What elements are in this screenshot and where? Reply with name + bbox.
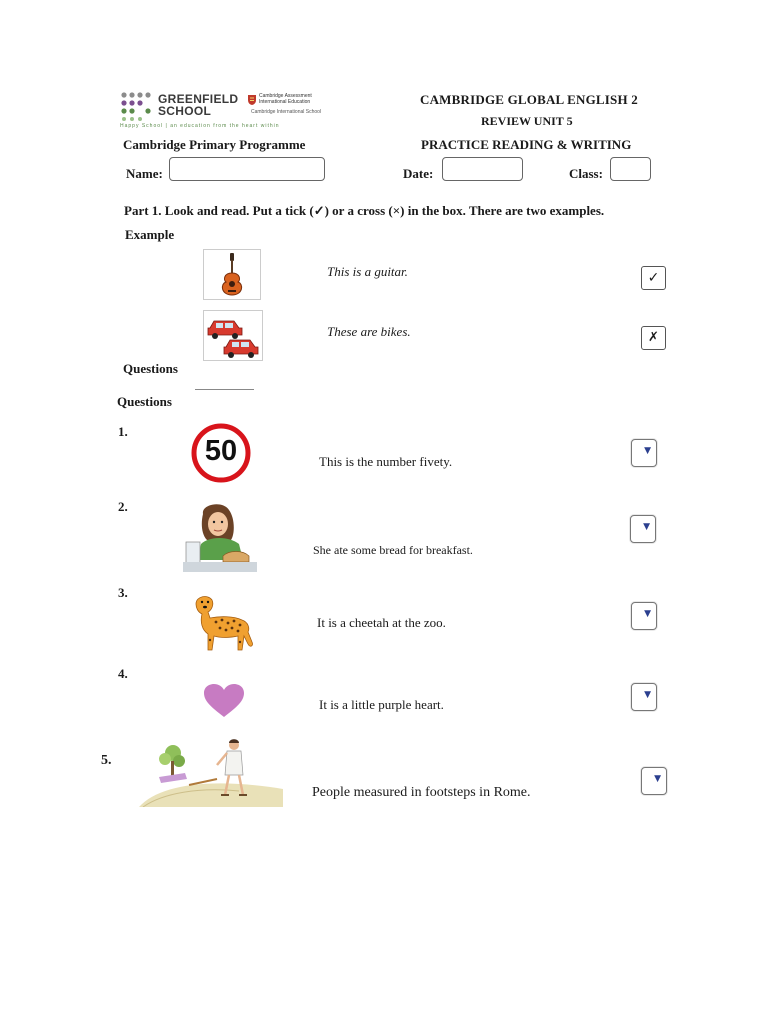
chevron-down-icon: ▼: [644, 446, 651, 456]
example-answer-box-1: [641, 266, 666, 290]
questions-heading-1: Questions: [123, 361, 178, 376]
school-logo: [118, 88, 333, 132]
question-number-1: 1.: [118, 424, 128, 439]
chevron-down-icon: ▼: [644, 609, 651, 619]
example-sentence-1: This is a guitar.: [327, 264, 408, 279]
answer-select-3[interactable]: [631, 602, 657, 630]
red-cars-icon: [204, 311, 262, 360]
roman-man-picture: [139, 737, 283, 807]
cambridge-shield-icon: [247, 94, 257, 106]
divider: [195, 389, 254, 390]
answer-select-4[interactable]: [631, 683, 657, 711]
cheetah-picture: [190, 592, 256, 654]
question-sentence-1: This is the number fivety.: [319, 454, 453, 469]
section-title: PRACTICE READING & WRITING: [421, 137, 632, 152]
cambridge-logo-line2: International Education: [259, 99, 311, 105]
school-name-line2: SCHOOL: [158, 104, 212, 118]
example-sentence-2: These are bikes.: [327, 324, 411, 339]
date-label: Date:: [403, 166, 434, 181]
chevron-down-icon: ▼: [644, 690, 651, 700]
school-tagline: Happy School | an education from the heart within: [120, 123, 280, 129]
school-name-line1: GREENFIELD: [158, 92, 239, 106]
questions-heading-2: Questions: [117, 394, 172, 409]
guitar-picture: [203, 249, 261, 300]
chevron-down-icon: ▼: [643, 522, 650, 532]
roman-man-walking-icon: [139, 737, 283, 807]
question-sentence-2: She ate some bread for breakfast.: [313, 543, 473, 557]
class-field[interactable]: [610, 157, 651, 181]
class-label: Class:: [569, 166, 603, 181]
girl-eating-picture: [183, 500, 257, 572]
question-number-5: 5.: [101, 753, 112, 768]
cheetah-icon: [190, 592, 256, 654]
example-answer-box-2: [641, 326, 666, 350]
girl-eating-icon: [183, 500, 257, 572]
speed-sign-number: 50: [204, 435, 238, 467]
question-sentence-4: It is a little purple heart.: [319, 697, 444, 712]
answer-select-2[interactable]: [630, 515, 656, 543]
programme-title: Cambridge Primary Programme: [123, 137, 306, 152]
cambridge-logo-line1: Cambridge Assessment: [259, 93, 312, 99]
example-heading: Example: [125, 227, 175, 242]
answer-select-5[interactable]: [641, 767, 667, 795]
question-sentence-3: It is a cheetah at the zoo.: [317, 615, 446, 630]
cambridge-logo-line3: Cambridge International School: [251, 109, 322, 115]
answer-select-1[interactable]: [631, 439, 657, 467]
date-field[interactable]: [442, 157, 523, 181]
guitar-icon: [204, 250, 260, 299]
name-field[interactable]: [169, 157, 325, 181]
tick-mark: ✓: [647, 270, 660, 286]
speed-sign-picture: [190, 423, 252, 483]
cars-picture: [203, 310, 263, 361]
question-number-4: 4.: [118, 666, 128, 681]
cross-mark: ✗: [648, 330, 659, 345]
logo-dots-icon: [120, 91, 156, 121]
heart-picture: [203, 683, 245, 719]
course-title: CAMBRIDGE GLOBAL ENGLISH 2: [420, 92, 638, 107]
question-number-3: 3.: [118, 585, 128, 600]
name-label: Name:: [126, 166, 163, 181]
chevron-down-icon: ▼: [654, 774, 661, 784]
unit-title: REVIEW UNIT 5: [481, 114, 573, 128]
question-number-2: 2.: [118, 499, 128, 514]
question-sentence-5: People measured in footsteps in Rome.: [312, 785, 531, 800]
purple-heart-icon: [203, 683, 245, 719]
part1-instruction: Part 1. Look and read. Put a tick (✓) or a cross (×) in the box. There are two examples.: [124, 203, 605, 218]
